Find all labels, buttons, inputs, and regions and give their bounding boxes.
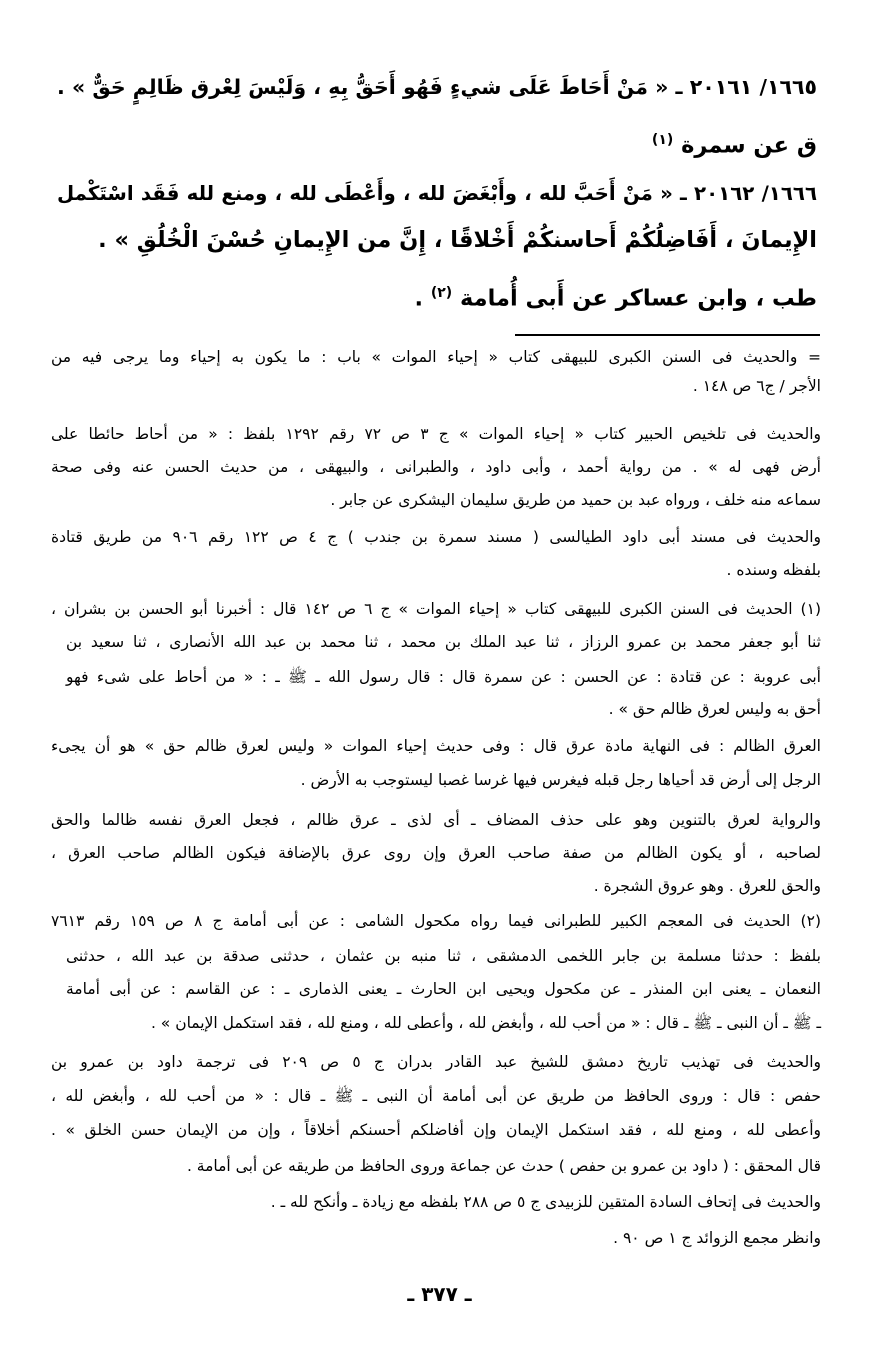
footnote-line: (٢) الحديث فى المعجم الكبير للطبرانى فيما رواه مكحول الشامى : عن أبى أمامة ج ٨ ص ١٥٩ رقم ٧٦١٣ bbox=[51, 912, 821, 930]
hadith-1666-line-2: الإِيمانَ ، أَفَاضِلُكُمْ أَحاسنكُمْ أَخْلاقًا ، إِنَّ من الإِيمانِ حُسْنَ الْخُلُقِ » . bbox=[98, 227, 817, 253]
footnote-line: سماعه منه خلف ، ورواه عبد بن حميد من طريق سليمان اليشكرى عن جابر . bbox=[330, 491, 821, 509]
page-number: ـ ٣٧٧ ـ bbox=[407, 1282, 472, 1306]
footnote-line: والحديث فى تهذيب تاريخ دمشق للشيخ عبد القادر بدران ج ٥ ص ٢٠٩ فى ترجمة داود بن عمرو بن bbox=[51, 1053, 821, 1071]
hadith-1666-source bbox=[57, 278, 817, 314]
hadith-1666-end: . bbox=[414, 285, 431, 312]
footnote-line: = والحديث فى السنن الكبرى للبيهقى كتاب « إحياء الموات » باب : ما يكون به إحياء وما يرجى فيه من bbox=[51, 348, 821, 366]
footnote-separator bbox=[515, 334, 820, 336]
footnote-line: وأعطى لله ، ومنع لله ، فقد استكمل الإيمان وإن أفاضلكم أحسنكم أخلاقاً ، وإن من الإيمان حسن الخلق » . bbox=[51, 1121, 821, 1139]
footnote-line: الأجر / ج٦ ص ١٤٨ . bbox=[692, 377, 821, 395]
hadith-1666-line-1: ١٦٦٦/ ٢٠١٦٢ ـ « مَنْ أَحَبَّ لله ، وأَبْغَضَ لله ، وأَعْطَى لله ، ومنع لله فَقَد اسْتَكْمل bbox=[57, 182, 817, 205]
footnote-line: بلفظ : حدثنا مسلمة بن جابر اللخمى الدمشقى ، ثنا منبه بن عثمان ، حدثنى صدقة بن عبد الله ، حدثنى bbox=[66, 947, 821, 965]
footnote-line: والحديث فى تلخيص الحبير كتاب « إحياء الموات » ج ٣ ص ٧٢ رقم ١٢٩٢ بلفظ : « من أحاط حائطا على bbox=[51, 425, 821, 443]
footnote-ref-2: (٢) bbox=[430, 285, 453, 301]
hadith-1665-text: ١٦٦٥/ ٢٠١٦١ ـ « مَنْ أَحَاطَ عَلَى شيءٍ فَهُو أَحَقُّ بِهِ ، وَلَيْسَ لِعْرق ظَالِمٍ حَقٌّ » . bbox=[57, 75, 817, 99]
footnote-line: ـ ﷺ ـ أن النبى ـ ﷺ ـ قال : « من أحب لله ، وأبغض لله ، وأعطى لله ، ومنع لله ، فقد استكمل الإيمان » . bbox=[150, 1014, 821, 1032]
footnote-line: أبى عروبة : عن قتادة : عن الحسن : عن سمرة قال : قال رسول الله ـ ﷺ ـ : « من أحاط على شىء فهو bbox=[66, 668, 821, 686]
footnote-line: الرجل إلى أرض قد أحياها رجل قبله فيغرس فيها غرسا غصبا ليستوجب به الأرض . bbox=[300, 771, 821, 789]
footnote-line: بلفظه وسنده . bbox=[726, 561, 821, 579]
footnote-line: والحديث فى مسند أبى داود الطيالسى ( مسند سمرة بن جندب ) ج ٤ ص ١٢٢ رقم ٩٠٦ من طريق قتادة bbox=[51, 528, 822, 546]
footnote-line: أرض فهى له » . من رواية أحمد ، وأبى داود ، والطبرانى ، والبيهقى ، من حديث الحسن عنه وفى صحة bbox=[51, 458, 821, 476]
footnote-line: لصاحبه ، أو يكون الظالم من صفة صاحب العرق وإن روى عرق بالإضافة فيكون الظالم صاحب العرق ، bbox=[51, 844, 821, 862]
hadith-1665-source bbox=[57, 125, 817, 161]
footnote-line: حفص : قال : وروى الحافظ من طريق عن أبى أمامة أن النبى ـ ﷺ ـ قال : « من أحب لله ، وأبغض لله ، bbox=[51, 1087, 821, 1105]
hadith-1665-source-text: ق عن سمرة bbox=[681, 132, 817, 159]
footnote-line: أحق به وليس لعرق ظالم حق » . bbox=[608, 700, 821, 718]
footnote-line: والحديث فى إتحاف السادة المتقين للزبيدى ج ٥ ص ٢٨٨ بلفظه مع زيادة ـ وأنكح لله ـ . bbox=[270, 1193, 821, 1211]
hadith-1666-source-text: طب ، وابن عساكر عن أَبى أُمامة bbox=[460, 285, 817, 312]
footnote-line: قال المحقق : ( داود بن عمرو بن حفص ) حدث عن جماعة وروى الحافظ من طريقه عن أبى أمامة . bbox=[186, 1157, 821, 1175]
footnote-line: النعمان ـ يعنى ابن المنذر ـ عن مكحول ويحيى ابن الحارث ـ يعنى الذمارى ـ : عن القاسم : عن أبى أمامة bbox=[66, 980, 821, 998]
footnote-line: والرواية لعرق بالتنوين وهو على حذف المضاف ـ أى لذى ـ عرق ظالم ، فجعل العرق نفسه ظالما والحق bbox=[51, 811, 821, 829]
footnote-line: وانظر مجمع الزوائد ج ١ ص ٩٠ . bbox=[613, 1229, 821, 1247]
footnote-ref-1: (١) bbox=[651, 132, 674, 148]
footnote-line: العرق الظالم : فى النهاية مادة عرق قال : وفى حديث إحياء الموات « وليس لعرق ظالم حق » هو أن يجىء bbox=[51, 737, 821, 755]
footnote-line: ثنا أبو جعفر محمد بن عمرو الرزاز ، ثنا عبد الملك بن محمد ، ثنا محمد بن عبد الله الأنصارى ، ثنا سعيد بن bbox=[66, 633, 821, 651]
footnote-line: (١) الحديث فى السنن الكبرى للبيهقى كتاب « إحياء الموات » ج ٦ ص ١٤٢ قال : أخبرنا أبو الحسن بن بشران ، bbox=[51, 600, 821, 618]
footnote-line: والحق للعرق . وهو عروق الشجرة . bbox=[593, 877, 821, 895]
